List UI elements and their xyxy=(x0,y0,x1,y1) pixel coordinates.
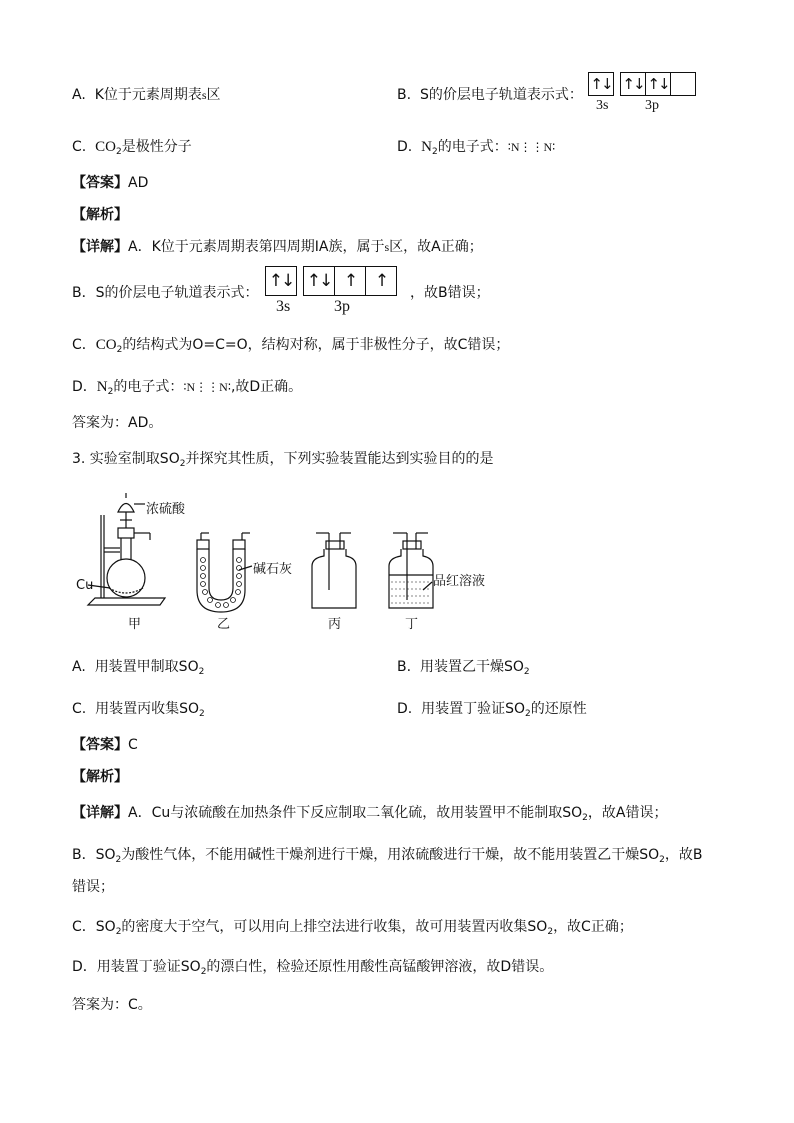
detail-text-end: ，故A错误； xyxy=(587,805,668,821)
option-letter: D. xyxy=(397,139,413,155)
formula: N xyxy=(96,379,108,395)
option-letter: B. xyxy=(397,659,412,675)
detail-text-end: ,故D正确。 xyxy=(230,379,303,395)
apparatus-bing xyxy=(312,533,356,608)
option-text: 是极性分子 xyxy=(121,139,192,155)
q3-detail-d xyxy=(72,956,553,977)
s-block-symbol: s xyxy=(384,240,390,254)
subscript: 2 xyxy=(179,459,186,469)
detail-text: B．S的价层电子轨道表示式： xyxy=(72,285,259,301)
stem-text-end: 并探究其性质，下列实验装置能达到实验目的的是 xyxy=(185,451,494,467)
stem-text: 3. 实验室制取SO xyxy=(72,451,180,467)
option-letter: C. xyxy=(72,139,87,155)
detail-text-end: ，故B xyxy=(664,847,703,863)
subscript: 2 xyxy=(116,345,123,355)
detail-text-end: ，故C正确； xyxy=(553,919,633,935)
orbital-cell: ↑↓ xyxy=(590,74,612,93)
label-copper: Cu xyxy=(76,578,94,593)
option-text: S的价层电子轨道表示式： xyxy=(419,87,583,103)
orbital-cell: ↑↓ xyxy=(621,73,646,95)
q3-analysis-label: 【解析】 xyxy=(72,769,128,785)
q3-option-c xyxy=(72,698,205,719)
option-text: 的电子式： xyxy=(437,139,508,155)
label-magenta-solution: 品红溶液 xyxy=(433,574,486,589)
electron-formula: ∶N⋮⋮N∶ xyxy=(507,140,556,154)
subscript: 2 xyxy=(200,967,207,977)
apparatus-ding xyxy=(389,533,433,608)
detail-text-end: 的结构式为O=C=O，结构对称，属于非极性分子，故C错误； xyxy=(122,337,510,353)
subscript: 2 xyxy=(115,855,122,865)
subscript: 2 xyxy=(198,667,205,677)
s-block-symbol: s xyxy=(201,88,207,102)
option-text-end: 区 xyxy=(206,87,221,103)
subscript: 2 xyxy=(199,709,205,719)
answer-value: C xyxy=(128,737,138,753)
option-letter: B. xyxy=(397,87,412,103)
label-ding: 丁 xyxy=(405,617,419,632)
q3-detail-b-line2: 错误； xyxy=(72,879,114,895)
option-letter: A. xyxy=(72,659,86,675)
option-text-end: 的还原性 xyxy=(530,701,587,717)
detail-text-end: 的漂白性，检验还原性用酸性高锰酸钾溶液，故D错误。 xyxy=(206,959,554,975)
option-text: 用装置丁验证SO xyxy=(421,701,526,717)
detail-text-mid: 的密度大于空气，可以用向上排空法进行收集，故可用装置丙收集SO xyxy=(121,919,548,935)
detail-text-mid: 为酸性气体，不能用碱性干燥剂进行干燥，用浓硫酸进行干燥，故不能用装置乙干燥SO xyxy=(121,847,660,863)
formula: CO xyxy=(95,337,117,353)
orbital-cell: ↑↓ xyxy=(646,73,671,95)
detail-label: 【详解】 xyxy=(72,239,128,255)
option-letter: C. xyxy=(72,701,87,717)
q3-detail-a xyxy=(72,802,667,823)
q3-option-d xyxy=(397,698,587,719)
orbital-cell: ↑↓ xyxy=(268,270,294,291)
orbital-3p-label: 3p xyxy=(334,298,350,315)
detail-text: A．Cu与浓硫酸在加热条件下反应制取二氧化硫，故用装置甲不能制取SO xyxy=(128,805,583,821)
orbital-3p-label: 3p xyxy=(645,98,659,113)
option-letter: D. xyxy=(397,701,413,717)
label-jia: 甲 xyxy=(128,617,142,632)
q3-answer-line xyxy=(72,734,138,754)
subscript: 2 xyxy=(115,927,122,937)
detail-text: D． xyxy=(72,379,97,395)
q3-detail-c xyxy=(72,916,633,937)
detail-text: B．SO xyxy=(72,847,116,863)
detail-text: A．K位于元素周期表第四周期ⅠA族，属于 xyxy=(128,239,385,255)
formula: CO xyxy=(95,139,116,155)
detail-text: C．SO xyxy=(72,919,116,935)
detail-text-mid: 的电子式： xyxy=(113,379,184,395)
orbital-cell: ↑ xyxy=(335,267,366,295)
answer-label: 【答案】 xyxy=(72,737,128,753)
option-text: K位于元素周期表 xyxy=(94,87,202,103)
option-letter: A. xyxy=(72,87,86,103)
label-soda-lime: 碱石灰 xyxy=(253,562,293,577)
subscript: 2 xyxy=(659,855,665,865)
option-text: 用装置乙干燥SO xyxy=(419,659,524,675)
subscript: 2 xyxy=(431,147,438,157)
orbital-3s-label: 3s xyxy=(276,298,291,315)
final-answer: 答案为：AD。 xyxy=(72,415,163,431)
answer-label: 【答案】 xyxy=(72,175,128,191)
answer-value: AD xyxy=(128,175,149,191)
subscript: 2 xyxy=(547,927,554,937)
q3-option-b xyxy=(397,656,530,677)
q3-final-answer: 答案为：C。 xyxy=(72,997,152,1013)
orbital-3s-label: 3s xyxy=(596,98,609,113)
detail-text-end: 区，故A正确； xyxy=(389,239,483,255)
formula: N xyxy=(421,139,432,155)
electron-formula: ∶N⋮⋮N∶ xyxy=(183,380,231,394)
detail-text: D．用装置丁验证SO xyxy=(72,959,201,975)
option-text: 用装置甲制取SO xyxy=(94,659,199,675)
label-bing: 丙 xyxy=(328,617,342,632)
q3-option-a xyxy=(72,656,204,677)
detail-label: 【详解】 xyxy=(72,805,128,821)
analysis-label: 【解析】 xyxy=(72,207,128,223)
option-text: 用装置丙收集SO xyxy=(95,701,200,717)
orbital-cell: ↑ xyxy=(374,270,388,291)
subscript: 2 xyxy=(107,387,114,397)
q3-detail-b-line1 xyxy=(72,844,703,865)
subscript: 2 xyxy=(115,147,122,157)
detail-text: C． xyxy=(72,337,96,353)
label-yi: 乙 xyxy=(217,617,231,632)
label-concentrated-acid: 浓硫酸 xyxy=(146,502,186,517)
subscript: 2 xyxy=(525,709,531,719)
apparatus-yi xyxy=(197,533,252,612)
detail-b-end: ，故B错误； xyxy=(410,285,490,301)
orbital-cell: ↑↓ xyxy=(304,267,335,295)
subscript: 2 xyxy=(582,813,588,823)
subscript: 2 xyxy=(523,667,530,677)
